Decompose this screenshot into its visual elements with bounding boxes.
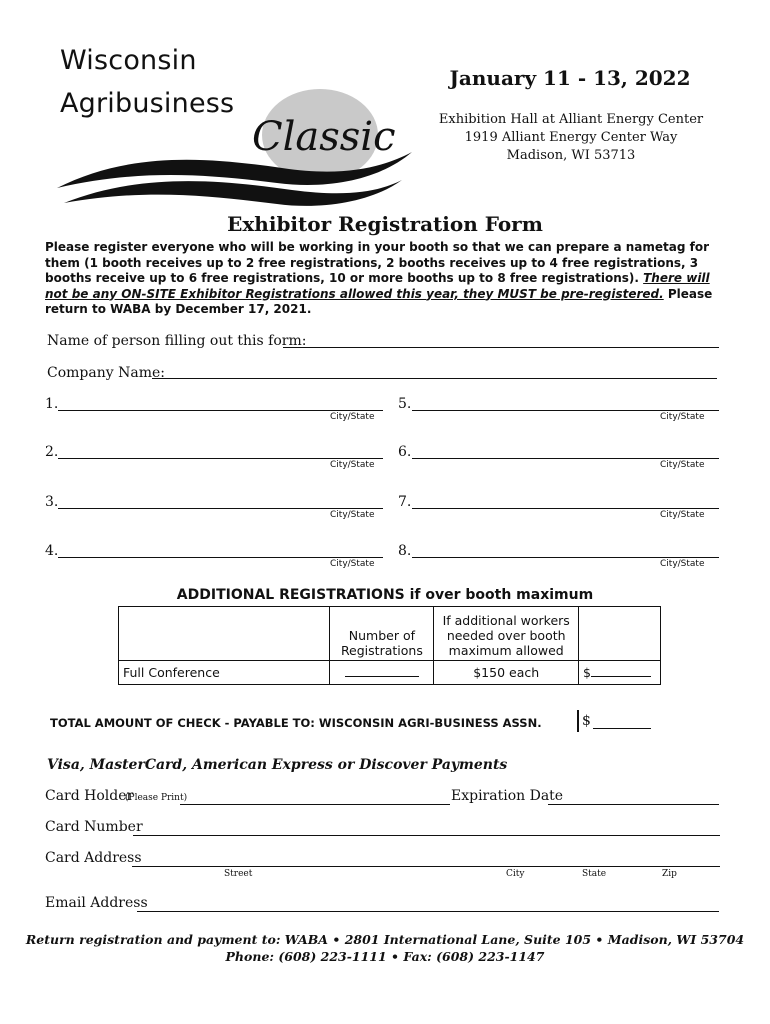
attendee-field-5[interactable] <box>412 410 719 411</box>
city-state-label: City/State <box>660 559 705 569</box>
name-field-label: Name of person filling out this form: <box>47 333 307 349</box>
please-print-note: (Please Print) <box>125 793 188 803</box>
intro-text: Please register everyone who will be working in your booth so that we can prepare a nametag for them (1 booth receives up to 2 free registrations, 2 booths receives up to 4 free registrations, 3 booths receive up to 6 free registrations, 10 or more booths up to 8 free registrations). <box>45 240 710 285</box>
name-field[interactable] <box>283 347 719 348</box>
col-number-of-registrations <box>330 607 434 661</box>
city-state-label: City/State <box>330 559 375 569</box>
company-field[interactable] <box>152 378 717 379</box>
state-label: State <box>582 869 607 879</box>
city-state-label: City/State <box>330 412 375 422</box>
table-header-blank <box>579 607 661 661</box>
attendee-number: 4. <box>45 543 59 559</box>
zip-label: Zip <box>662 869 677 879</box>
registrations-count-line[interactable] <box>345 665 419 677</box>
event-date: January 11 - 13, 2022 <box>449 66 691 90</box>
table-row <box>119 661 661 685</box>
email-address-field[interactable] <box>137 911 719 912</box>
logo-swoosh-lower <box>64 180 402 206</box>
attendee-field-7[interactable] <box>412 508 719 509</box>
city-state-label: City/State <box>330 510 375 520</box>
table-header-blank <box>119 607 330 661</box>
attendee-number: 8. <box>398 543 412 559</box>
attendee-field-4[interactable] <box>58 557 383 558</box>
attendee-field-8[interactable] <box>412 557 719 558</box>
attendee-field-6[interactable] <box>412 458 719 459</box>
city-label: City <box>506 869 525 879</box>
attendee-number: 2. <box>45 444 59 460</box>
card-number-field[interactable] <box>133 835 720 836</box>
form-title: Exhibitor Registration Form <box>227 212 543 236</box>
card-address-label: Card Address <box>45 850 142 866</box>
intro-tail: Please return to WABA by December 17, 2021. <box>45 286 713 316</box>
attendee-field-1[interactable] <box>58 410 383 411</box>
table-header-row <box>119 607 661 661</box>
venue-line-3: Madison, WI 53713 <box>506 148 636 163</box>
card-address-field[interactable] <box>132 866 720 867</box>
company-field-label: Company Name: <box>47 365 165 381</box>
intro-emphasis: There will not be any ON-SITE Exhibitor Registrations allowed this year, they MUST be pre-registered. <box>45 271 710 301</box>
street-label: Street <box>224 869 253 879</box>
attendee-field-3[interactable] <box>58 508 383 509</box>
email-address-label: Email Address <box>45 895 148 911</box>
venue-line-2: 1919 Alliant Energy Center Way <box>464 130 678 145</box>
intro-paragraph <box>45 240 725 318</box>
venue-line-1: Exhibition Hall at Alliant Energy Center <box>438 112 704 127</box>
total-amount-field[interactable] <box>593 728 651 729</box>
footer-phone-fax: Phone: (608) 223-1111 • Fax: (608) 223-1147 <box>225 949 545 964</box>
logo-line-1: Wisconsin <box>60 45 197 76</box>
logo-line-2: Agribusiness <box>60 88 235 119</box>
payment-title: Visa, MasterCard, American Express or Discover Payments <box>47 757 508 773</box>
attendee-field-2[interactable] <box>58 458 383 459</box>
row-label-full-conference: Full Conference <box>119 661 330 685</box>
col-if-additional <box>434 607 579 661</box>
city-state-label: City/State <box>660 412 705 422</box>
col-if-label: If additional workers needed over booth maximum allowed <box>442 613 570 658</box>
attendee-number: 5. <box>398 396 412 412</box>
card-holder-field[interactable] <box>180 804 450 805</box>
logo-script-word: Classic <box>252 114 396 160</box>
expiration-date-field[interactable] <box>548 804 719 805</box>
card-holder-label: Card Holder <box>45 788 134 804</box>
total-divider <box>577 710 579 732</box>
attendee-number: 7. <box>398 494 412 510</box>
footer-return-address: Return registration and payment to: WABA • 2801 International Lane, Suite 105 • Madison, WI 53704 <box>25 932 745 947</box>
row-amount-line[interactable] <box>591 665 651 677</box>
row-dollar-sign: $ <box>583 665 591 680</box>
total-dollar-sign: $ <box>582 713 591 729</box>
attendee-number: 1. <box>45 396 59 412</box>
city-state-label: City/State <box>330 460 375 470</box>
city-state-label: City/State <box>660 510 705 520</box>
attendee-number: 3. <box>45 494 59 510</box>
card-number-label: Card Number <box>45 819 143 835</box>
additional-registrations-title: ADDITIONAL REGISTRATIONS if over booth maximum <box>176 587 594 603</box>
col-number-label: Number of Registrations <box>340 628 423 658</box>
registrations-count-field[interactable] <box>330 661 434 685</box>
additional-registrations-table <box>118 606 661 685</box>
city-state-label: City/State <box>660 460 705 470</box>
row-price: $150 each <box>434 661 579 685</box>
attendee-number: 6. <box>398 444 412 460</box>
total-check-label: TOTAL AMOUNT OF CHECK - PAYABLE TO: WISCONSIN AGRI-BUSINESS ASSN. <box>50 716 542 730</box>
expiration-date-label: Expiration Date <box>451 788 564 804</box>
row-amount-field[interactable] <box>579 661 661 685</box>
event-logo <box>52 40 422 215</box>
